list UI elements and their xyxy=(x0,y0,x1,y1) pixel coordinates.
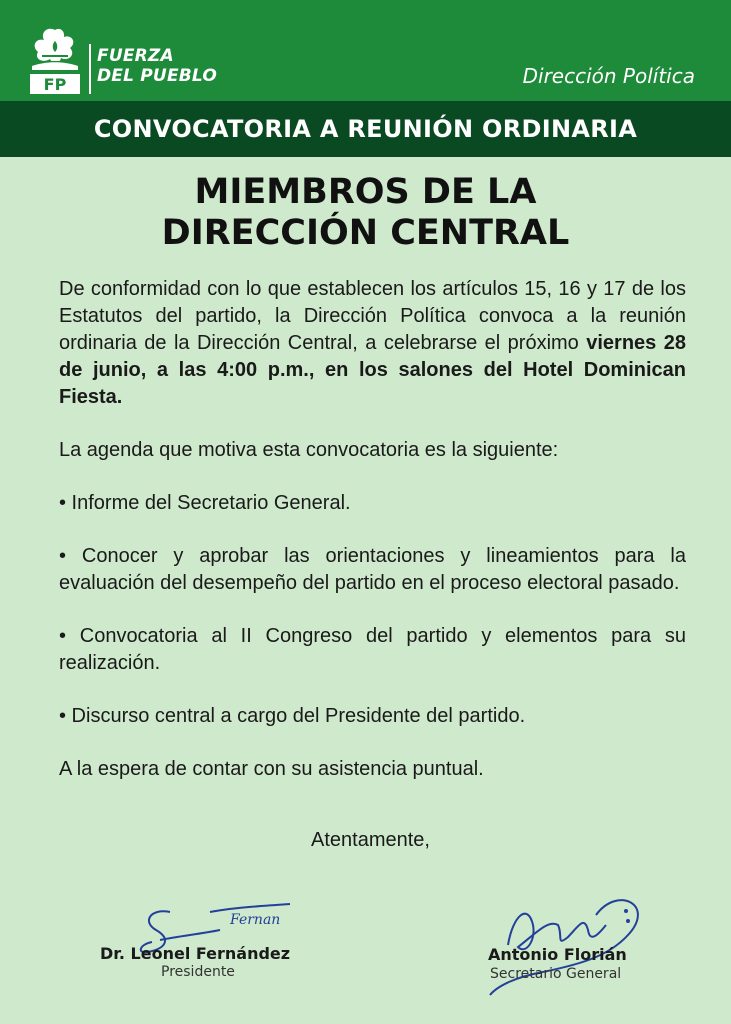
signer-right-role: Secretario General xyxy=(490,966,622,982)
meeting-date: viernes 28 de junio, a las 4:00 xyxy=(59,332,686,381)
brand-name xyxy=(97,46,217,86)
signer-left-role: Presidente xyxy=(161,964,235,980)
intro-paragraph xyxy=(59,276,686,411)
page-title xyxy=(0,172,731,254)
brand-line1: FUERZA xyxy=(97,46,174,66)
item2-line1: • Conocer y aprobar las orientaciones y lineamientos para xyxy=(59,545,655,567)
letter-body xyxy=(59,276,686,783)
logo-divider xyxy=(89,44,91,94)
agenda-item-4: • Discurso central a cargo del Presidente del partido. xyxy=(59,705,526,727)
meeting-place: p.m., en los salones del Hotel Dominican Fiesta. xyxy=(59,359,686,408)
signer-left-name: Dr. Leonel Fernández xyxy=(100,944,291,963)
item2-line3: electoral pasado. xyxy=(527,572,680,594)
brand-line2: DEL PUEBLO xyxy=(97,66,217,86)
intro-line4: celebrarse el próximo xyxy=(383,332,587,354)
item3-line1: • Convocatoria al II Congreso del partido y elementos para xyxy=(59,625,652,647)
intro-line1: De conformidad con lo que establecen los artículos 15, 16 xyxy=(59,278,581,300)
intro-line3: convoca a la reunión ordinaria de la Dirección Central, a xyxy=(59,305,686,354)
title-line2: DIRECCIÓN CENTRAL xyxy=(161,213,570,253)
closing-line: A la espera de contar con su asistencia puntual. xyxy=(59,758,484,780)
signature-script-text: Fernan xyxy=(230,912,281,928)
agenda-item-1: • Informe del Secretario General. xyxy=(59,492,351,514)
agenda-item-2 xyxy=(59,543,686,597)
agenda-intro: La agenda que motiva esta convocatoria es la siguiente: xyxy=(59,439,559,461)
agenda-item-3 xyxy=(59,623,686,677)
signature-antonio xyxy=(478,885,648,1000)
title-line1: MIEMBROS DE LA xyxy=(194,172,537,212)
sign-off: Atentamente, xyxy=(311,829,430,851)
banner-title: CONVOCATORIA A REUNIÓN ORDINARIA xyxy=(0,101,731,157)
signer-right-name: Antonio Florián xyxy=(488,945,627,964)
department-label: Dirección Política xyxy=(522,64,695,88)
intro-line2: y 17 de los Estatutos del partido, la Dirección Política xyxy=(59,278,686,327)
item3-line2: su realización. xyxy=(59,625,686,674)
party-logo xyxy=(28,26,82,94)
header-bar xyxy=(0,0,731,101)
logo-fp-text: FP xyxy=(43,75,67,94)
item2-line2: la evaluación del desempeño del partido en el proceso xyxy=(59,545,686,594)
